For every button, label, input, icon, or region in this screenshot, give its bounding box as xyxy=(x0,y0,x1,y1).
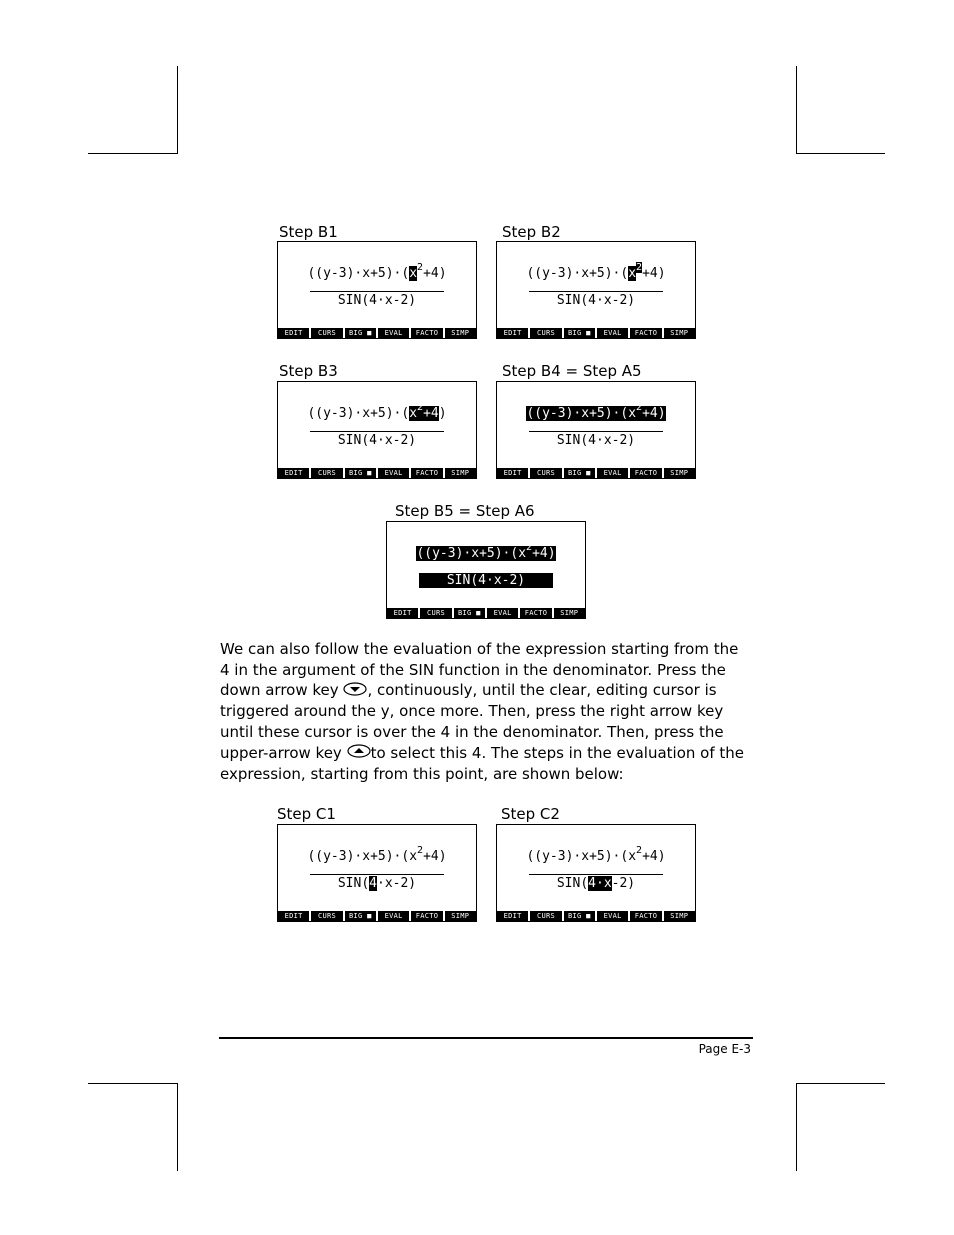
numerator-tail: +4) xyxy=(423,266,447,281)
fraction-bar xyxy=(310,874,444,875)
denominator-box xyxy=(338,433,416,448)
step-label: Step B4 = Step A5 xyxy=(502,362,642,380)
numerator-prefix: ((y-3)·x+5)·( xyxy=(526,406,629,421)
denominator-box xyxy=(557,433,635,448)
numerator-tail: +4) xyxy=(642,849,666,864)
softkey-label: BIG ■ xyxy=(454,608,485,618)
numerator-box xyxy=(526,402,666,421)
softkey-label: BIG ■ xyxy=(564,911,595,921)
softkey-label: CURS xyxy=(311,911,342,921)
softkey-label: SIMP xyxy=(445,911,476,921)
closing-paren: ) xyxy=(438,406,447,421)
numerator-box xyxy=(307,845,447,864)
numerator-prefix: ((y-3)·x+5)·( xyxy=(526,266,629,281)
crop-mark-bl-v xyxy=(177,1083,178,1171)
den-text: SIN(4·x-2) xyxy=(337,293,417,308)
numerator-tail: +4) xyxy=(423,849,447,864)
softkey-label: FACTO xyxy=(411,911,442,921)
softkey-label: BIG ■ xyxy=(345,468,376,478)
softkey-menu xyxy=(497,911,695,921)
crop-mark-tl-h xyxy=(88,153,177,154)
softkey-label: SIMP xyxy=(445,468,476,478)
variable-x: x xyxy=(628,849,637,864)
expression-denominator xyxy=(387,573,585,588)
softkey-label: EVAL xyxy=(597,911,628,921)
denominator-box xyxy=(338,293,416,308)
softkey-label: EVAL xyxy=(487,608,518,618)
exponent: 2 xyxy=(417,845,424,856)
crop-mark-br-v xyxy=(796,1083,797,1171)
variable-x: x xyxy=(409,406,418,421)
expression-denominator xyxy=(497,876,695,891)
step-label: Step C1 xyxy=(277,805,336,823)
up-arrow-key-icon xyxy=(347,743,371,764)
numerator-box xyxy=(307,402,447,421)
exponent: 2 xyxy=(636,262,643,273)
numerator-box xyxy=(526,845,666,864)
den-text: SIN(4·x-2) xyxy=(556,293,636,308)
cursor-selection: 4 xyxy=(369,876,377,891)
expression-numerator xyxy=(278,262,476,281)
numerator-prefix: ((y-3)·x+5)·( xyxy=(416,546,519,561)
numerator-tail: +4 xyxy=(423,406,439,421)
softkey-label: FACTO xyxy=(411,328,442,338)
softkey-label: CURS xyxy=(530,468,561,478)
softkey-menu xyxy=(497,328,695,338)
numerator-box xyxy=(307,262,447,281)
denominator-box xyxy=(557,293,635,308)
page-number: Page E-3 xyxy=(698,1042,751,1056)
softkey-label: EDIT xyxy=(387,608,418,618)
crop-mark-tr-v xyxy=(796,66,797,154)
expression-numerator xyxy=(278,845,476,864)
fraction-bar xyxy=(529,291,663,292)
denominator-box xyxy=(338,876,416,891)
variable-x: x xyxy=(409,849,418,864)
footer-rule xyxy=(219,1037,753,1039)
softkey-menu xyxy=(278,328,476,338)
exponent: 2 xyxy=(636,402,643,413)
fraction-bar xyxy=(310,291,444,292)
expression-denominator xyxy=(278,293,476,308)
step-label: Step B5 = Step A6 xyxy=(395,502,535,520)
fraction-bar xyxy=(419,571,553,572)
expression-numerator xyxy=(387,542,585,561)
den-text: SIN( xyxy=(337,876,370,891)
softkey-label: EDIT xyxy=(497,468,528,478)
variable-x: x xyxy=(409,266,418,281)
paragraph-text: We can also follow the evaluation of the expression starting from the 4 in the argument of the SIN function in the denominator. Press the down arrow key xyxy=(220,640,739,700)
step-label: Step B2 xyxy=(502,223,561,241)
calculator-screen xyxy=(496,824,696,922)
den-text: SIN( xyxy=(556,876,589,891)
softkey-label: SIMP xyxy=(664,468,695,478)
softkey-label: FACTO xyxy=(630,911,661,921)
softkey-label: EDIT xyxy=(278,328,309,338)
variable-x: x xyxy=(628,406,637,421)
softkey-label: FACTO xyxy=(630,468,661,478)
numerator-tail: +4) xyxy=(642,266,666,281)
step-label: Step B1 xyxy=(279,223,338,241)
numerator-box xyxy=(526,262,666,281)
step-label: Step B3 xyxy=(279,362,338,380)
expression-numerator xyxy=(278,402,476,421)
exponent: 2 xyxy=(417,262,424,273)
denominator-box xyxy=(419,573,553,588)
body-paragraph xyxy=(220,639,750,784)
numerator-box xyxy=(416,542,556,561)
softkey-label: FACTO xyxy=(520,608,551,618)
calculator-screen xyxy=(277,824,477,922)
softkey-label: EVAL xyxy=(378,911,409,921)
softkey-label: EVAL xyxy=(378,328,409,338)
down-arrow-key-icon xyxy=(343,681,367,702)
fraction-bar xyxy=(529,874,663,875)
den-text: SIN(4·x-2) xyxy=(556,433,636,448)
softkey-label: EDIT xyxy=(278,911,309,921)
expression-numerator xyxy=(497,402,695,421)
numerator-tail: +4) xyxy=(642,406,666,421)
denominator-box xyxy=(557,876,635,891)
calculator-screen xyxy=(496,241,696,339)
softkey-label: EVAL xyxy=(597,468,628,478)
fraction-bar xyxy=(529,431,663,432)
expression-denominator xyxy=(497,293,695,308)
expression-numerator xyxy=(497,262,695,281)
expression-numerator xyxy=(497,845,695,864)
softkey-menu xyxy=(278,911,476,921)
softkey-menu xyxy=(278,468,476,478)
den-text: ·x-2) xyxy=(377,876,417,891)
variable-x: x xyxy=(628,266,637,281)
expression-denominator xyxy=(497,433,695,448)
den-text: -2) xyxy=(611,876,636,891)
expression-denominator xyxy=(278,876,476,891)
softkey-label: SIMP xyxy=(664,328,695,338)
softkey-label: EVAL xyxy=(378,468,409,478)
numerator-prefix: ((y-3)·x+5)·( xyxy=(307,849,410,864)
calculator-screen xyxy=(277,381,477,479)
softkey-label: BIG ■ xyxy=(345,328,376,338)
softkey-label: CURS xyxy=(530,911,561,921)
calculator-screen xyxy=(386,521,586,619)
softkey-label: BIG ■ xyxy=(564,328,595,338)
softkey-label: SIMP xyxy=(554,608,585,618)
softkey-label: CURS xyxy=(530,328,561,338)
numerator-prefix: ((y-3)·x+5)·( xyxy=(526,849,629,864)
softkey-menu xyxy=(497,468,695,478)
crop-mark-br-h xyxy=(796,1083,885,1084)
variable-x: x xyxy=(518,546,527,561)
softkey-label: FACTO xyxy=(630,328,661,338)
paragraph-text: to select this 4. The steps in the evaluation of the expression, starting from this point, are shown below: xyxy=(220,743,745,783)
softkey-label: EVAL xyxy=(597,328,628,338)
numerator-tail: +4) xyxy=(532,546,556,561)
calculator-screen xyxy=(496,381,696,479)
step-label: Step C2 xyxy=(501,805,560,823)
cursor-selection: 4·x xyxy=(588,876,612,891)
calculator-screen xyxy=(277,241,477,339)
paragraph-text: , continuously, until the clear, editing cursor is triggered around the y, once more. Then, press the right arrow key until these cursor is over the 4 in the denominator. Then, press the upper-arrow key xyxy=(220,681,724,762)
softkey-label: CURS xyxy=(311,328,342,338)
softkey-label: SIMP xyxy=(664,911,695,921)
softkey-label: SIMP xyxy=(445,328,476,338)
exponent: 2 xyxy=(636,845,643,856)
expression-denominator xyxy=(278,433,476,448)
softkey-label: CURS xyxy=(420,608,451,618)
softkey-label: EDIT xyxy=(497,911,528,921)
exponent: 2 xyxy=(417,402,424,413)
softkey-label: BIG ■ xyxy=(345,911,376,921)
exponent: 2 xyxy=(526,542,533,553)
softkey-label: CURS xyxy=(311,468,342,478)
softkey-label: FACTO xyxy=(411,468,442,478)
softkey-label: EDIT xyxy=(278,468,309,478)
crop-mark-bl-h xyxy=(88,1083,177,1084)
softkey-menu xyxy=(387,608,585,618)
softkey-label: EDIT xyxy=(497,328,528,338)
selection-group xyxy=(409,402,439,421)
numerator-prefix: ((y-3)·x+5)·( xyxy=(307,266,410,281)
numerator-prefix: ((y-3)·x+5)·( xyxy=(307,406,410,421)
fraction-bar xyxy=(310,431,444,432)
den-text: SIN(4·x-2) xyxy=(446,573,526,588)
crop-mark-tr-h xyxy=(796,153,885,154)
den-text: SIN(4·x-2) xyxy=(337,433,417,448)
softkey-label: BIG ■ xyxy=(564,468,595,478)
crop-mark-tl-v xyxy=(177,66,178,154)
